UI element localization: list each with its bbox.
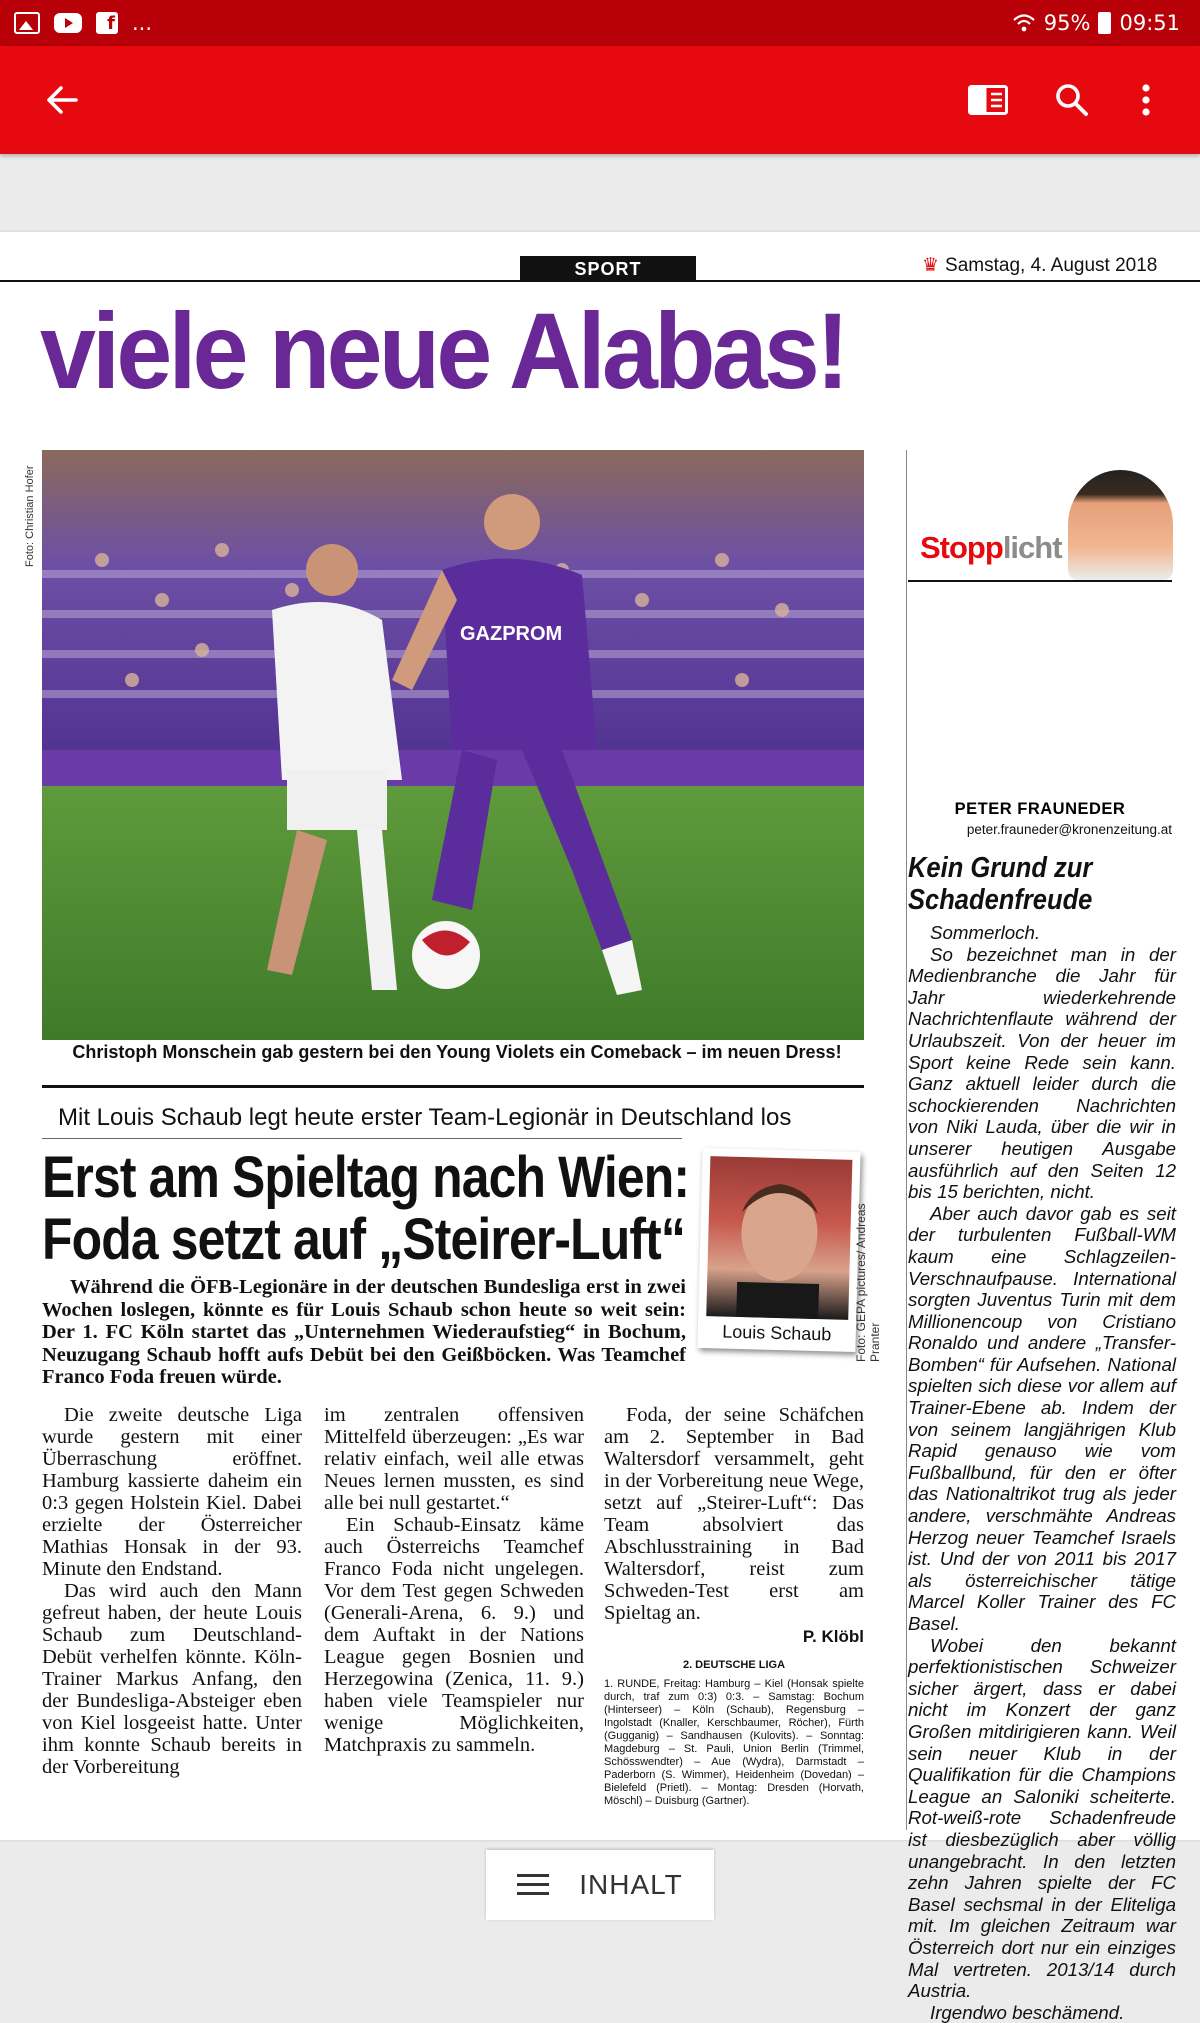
facebook-notification-icon: f [96,12,118,34]
youtube-notification-icon [54,13,82,33]
article-column-1 [42,1404,302,1778]
columnist-name: PETER FRAUNEDER [954,800,1126,818]
columnist-photo [1068,470,1173,580]
match-photo [42,450,864,1040]
wifi-icon [1012,12,1036,34]
more-notifications: ... [132,11,153,35]
menu-icon [517,1874,549,1896]
article-column-3 [604,1404,864,1808]
article-headline [42,1145,690,1272]
column-header-rule [908,580,1172,582]
match-photo-illustration [42,450,864,1040]
paragraph: Irgendwo beschämend. [930,2001,1125,2023]
portrait-caption: Louis Schaub [722,1321,832,1345]
headline-line-1: Erst am Spieltag nach Wien: [42,1145,690,1210]
column-title [908,852,1146,916]
section-rule [42,1085,864,1088]
league-fixtures: 1. RUNDE, Freitag: Hamburg – Kiel (Honsak spielte durch, traf zum 0:3) 0:3. – Samstag: Bochum (Hinterseer) – Köln (Schaub), Regensburg – Ingolstadt (Knaller, Kerschbaumer, Röcher), Fürth (Gugganig) – Sandhausen (Kulovits). – Sonntag: Magdeburg – St. Pauli, Union Berlin (Trimmel, Schösswendter) – Aue (Wydra), Darmstadt – Paderborn (S. Wimmer), Heidenheim (Dovedan) – Bielefeld (Prietl). – Montag: Dresden (Horvath, Möschl) – Duisburg (Gartner). [604,1678,864,1807]
status-bar [0,0,1200,46]
kicker-divider [42,1138,682,1139]
portrait-photo [697,1148,860,1352]
paragraph: Sommerloch. [930,922,1041,943]
column-header [908,470,1180,600]
photo-credit: Foto: Christian Hofer [24,465,36,567]
column-logo-grey: licht [1002,530,1062,565]
section-label: SPORT [520,256,696,282]
shirt-sponsor: GAZPROM [460,623,563,645]
page-title: viele neue Alabas! [40,290,846,411]
crown-icon: ♛ [922,255,940,276]
article-column-2 [324,1404,584,1756]
arrow-left-icon [45,85,79,115]
paragraph: Wobei den bekannt perfektionistischen Schweizer sicher ärgert, dass er dabei nicht im Konzert der ganz Großen mitdirigieren kann. Weil sein neuer Klub in der Qualifikation für die Champions League an Saloniki scheiterte. Rot-weiß-rote Schadenfreude ist diesbezüglich aber völlig unangebracht. In den letzten zehn Jahren spielte der FC Basel sechsmal in der Eliteliga mit. Im gleichen Zeitraum war Österreich dort nur ein einziges Mal vertreten. 2013/14 durch Austria. [908,1634,1176,2002]
clock: 09:51 [1119,11,1180,35]
column-divider [906,450,907,1830]
column-title-line-1: Kein Grund zur [908,852,1093,884]
paragraph: Foda, der seine Schäfchen am 2. September in Bad Waltersdorf versammelt, geht in der Vorbereitung neue Wege, setzt auf „Steirer-Luft“: Das Team absolviert das Abschlusstraining in Bad Waltersdorf, reist zum Schweden-Test erst am Spieltag an. [604,1404,864,1624]
portrait-image [706,1156,852,1320]
more-options-button[interactable] [1118,72,1174,128]
paragraph: Die zweite deutsche Liga wurde gestern mit einer Überraschung eröffnet. Hamburg kassierte daheim ein 0:3 gegen Holstein Kiel. Dabei erzielte der Österreicher Mathias Honsak in der 93. Minute den Endstand. [42,1404,302,1580]
column-logo-red: Stopp [920,530,1003,565]
back-button[interactable] [34,72,90,128]
paragraph: Das wird auch den Mann gefreut haben, der heute Louis Schaub zum Deutschland-Debüt verhelfen könnte. Köln-Trainer Markus Anfang, den der Bundesliga-Absteiger eben von Kiel losgeeist hatte. Unter ihm konnte Schaub bereits in der Vorbereitung [42,1580,302,1778]
column-body [908,922,1176,2023]
battery-icon [1098,12,1111,34]
search-icon [1055,83,1089,117]
column-title-line-2: Schadenfreude [908,884,1093,916]
image-notification-icon [14,12,40,34]
issue-date-text: Samstag, 4. August 2018 [945,254,1158,276]
article-author: P. Klöbl [802,1627,864,1646]
paragraph: im zentralen offensiven Mittelfeld überzeugen: „Es war relativ einfach, weil alle etwas Neues lernen mussten, es sind alle bei null gestartet.“ [324,1404,584,1514]
battery-percent: 95% [1043,11,1091,35]
paragraph: Aber auch davor gab es seit der turbulenten Fußball-WM kaum eine Schlagzeilen-Verschnaufpause. International sorgten Juventus Turin mit dem Millionencoup von Cristiano Ronaldo und andere „Transfer-Bomben“ für Aufsehen. National spielten sich diese vor allem auf Trainer-Ebene ab. Indem der von seinem langjährigen Klub Rapid genauso wie vom Fußballbund, für den er öfter das Nationaltrikot trug als jeder andere, verschmähte Andreas Herzog neuer Teamchef Israels ist. Und der von 2011 bis 2017 als österreichischer tätige Marcel Koller Trainer des FC Basel. [908,1202,1176,1634]
article-kicker: Mit Louis Schaub legt heute erster Team-Legionär in Deutschland los [58,1104,792,1131]
reader-view-button[interactable] [960,72,1016,128]
paragraph: So bezeichnet man in der Medienbranche die Jahr für Jahr wiederkehrende Nachrichtenflaute während der Urlaubszeit. Von der heuer im Sport keine Rede sein kann. Ganz aktuell leider durch die schockierenden Nachrichten von Niki Lauda, über die wir in unserer heutigen Ausgabe ausführlich auf den Seiten 12 bis 15 berichten, nicht. [908,943,1176,1203]
search-button[interactable] [1044,72,1100,128]
more-vert-icon [1141,84,1151,116]
contents-button[interactable] [486,1850,714,1920]
issue-date [922,254,1157,277]
league-box-title: 2. DEUTSCHE LIGA [682,1659,786,1671]
paragraph: Ein Schaub-Einsatz käme auch Österreichs Teamchef Franco Foda nicht ungelegen. Vor dem Test gegen Schweden (Generali-Arena, 6. 9.) und dem Auftakt in der Nations League gegen Bosnien und Herzegowina (Zenica, 11. 9.) haben viele Teamspieler nur wenige Möglichkeiten, Matchpraxis zu sammeln. [324,1514,584,1756]
headline-line-2: Foda setzt auf „Steirer-Luft“ [42,1207,685,1272]
portrait-credit: Foto: GEPA pictures/ Andreas Pranter [854,1203,882,1362]
app-bar [0,46,1200,154]
columnist-email[interactable]: peter.frauneder@kronenzeitung.at [966,822,1172,837]
article-lead: Während die ÖFB-Legionäre in der deutschen Bundesliga erst in zwei Wochen loslegen, könnte es für Louis Schaub schon heute so weit sein: Der 1. FC Köln startet das „Unternehmen Wiederaufstieg“ in Bochum, Neuzugang Schaub hofft aufs Debüt bei den Geißböcken. Was Teamchef Franco Foda freuen würde. [42,1276,686,1388]
contents-label: INHALT [579,1869,683,1900]
reader-view-icon [968,85,1008,115]
photo-caption: Christoph Monschein gab gestern bei den Young Violets ein Comeback – im neuen Dress! [72,1042,842,1062]
column-logo [920,530,1062,566]
